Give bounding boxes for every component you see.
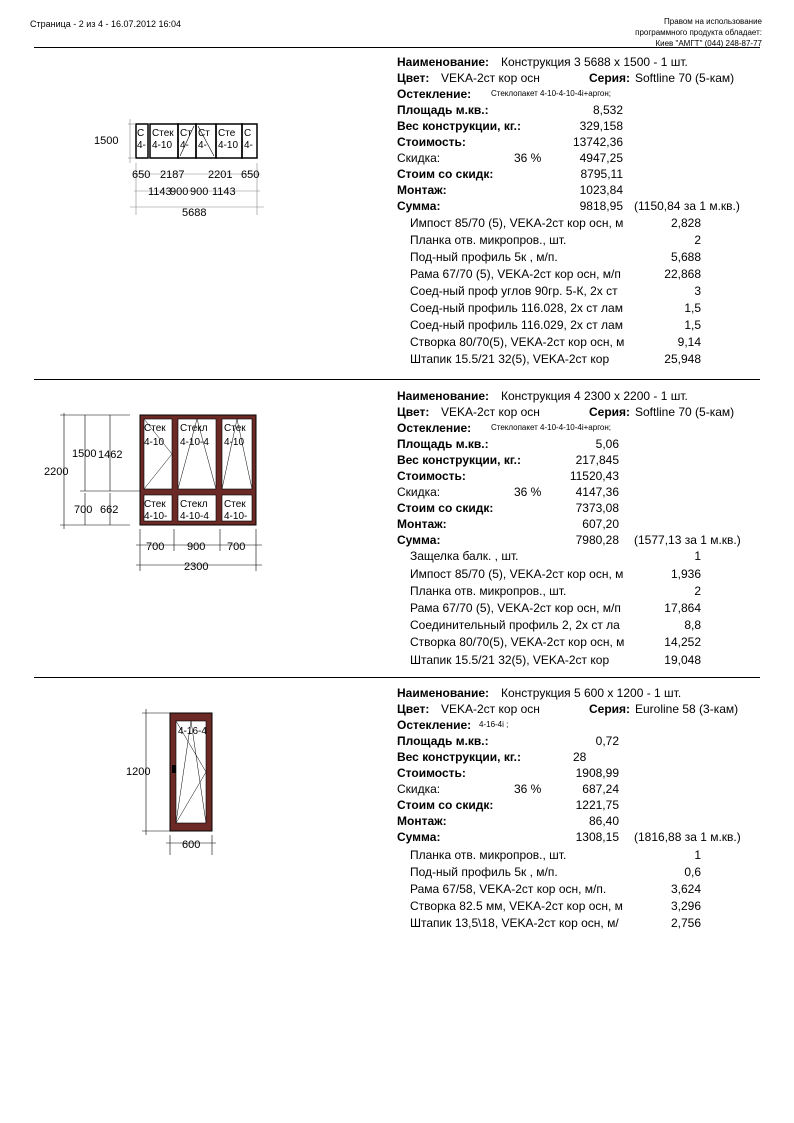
glazing-value: Стеклопакет 4-10-4-10-4i+аргон; (491, 89, 612, 98)
cost-value: 11520,43 (569, 469, 619, 483)
material-name: Штапик 15.5/21 32(5), VEKA-2ст кор (410, 352, 610, 366)
pane-label: Стекл (180, 499, 208, 510)
label-weight: Вес конструкции, кг.: (397, 119, 521, 133)
pane-label: 4- (198, 140, 207, 151)
pane-label: 4- (137, 140, 146, 151)
pane-label: Стек (224, 423, 246, 434)
pane-label: 4-10- (144, 511, 168, 522)
weight-value: 28 (573, 750, 587, 764)
material-qty: 25,948 (664, 352, 701, 366)
total-value: 9818,95 (579, 199, 623, 213)
dim-height: 2200 (44, 466, 69, 478)
material-name: Импост 85/70 (5), VEKA-2ст кор осн, м (410, 567, 624, 581)
dim-height: 1500 (94, 135, 119, 147)
divider (34, 677, 760, 678)
cost-disc-value: 1221,75 (575, 798, 619, 812)
divider (34, 47, 760, 48)
label-area: Площадь м.кв.: (397, 437, 489, 451)
material-qty: 2,756 (670, 916, 701, 930)
pane-label: Стек (152, 128, 174, 139)
dim-label: 1143 (212, 186, 236, 198)
material-qty: 3,296 (670, 899, 701, 913)
label-name: Наименование: (397, 389, 490, 403)
label-discount: Скидка: (397, 151, 441, 165)
material-qty: 9,14 (677, 335, 701, 349)
construction-name: Конструкция 5 600 x 1200 - 1 шт. (501, 686, 682, 700)
label-color: Цвет: (397, 405, 430, 419)
label-install: Монтаж: (397, 517, 447, 531)
discount-pct: 36 % (514, 151, 542, 165)
material-name: Соединительный профиль 2, 2х ст ла (410, 618, 620, 632)
area-value: 8,532 (592, 103, 623, 117)
per-m2: (1816,88 за 1 м.кв.) (634, 830, 741, 844)
pane-label: 4- (180, 140, 189, 151)
material-qty: 1,936 (670, 567, 701, 581)
construction-name: Конструкция 3 5688 x 1500 - 1 шт. (501, 55, 688, 69)
material-name: Соед-ный проф углов 90гр. 5-К, 2х ст (410, 284, 618, 298)
label-series: Серия: (589, 405, 631, 419)
pane-label: Сте (218, 128, 236, 139)
dim-height: 1200 (126, 766, 151, 778)
material-qty: 17,864 (664, 601, 701, 615)
label-color: Цвет: (397, 71, 430, 85)
dim-label: 1500 (72, 448, 97, 460)
label-weight: Вес конструкции, кг.: (397, 453, 521, 467)
label-weight: Вес конструкции, кг.: (397, 750, 521, 764)
pane-label: 4- (244, 140, 253, 151)
material-name: Рама 67/58, VEKA-2ст кор осн, м/п. (410, 882, 607, 896)
pane-label: 4-10 (144, 437, 165, 448)
label-cost: Стоимость: (397, 135, 466, 149)
material-name: Соед-ный профиль 116.028, 2х ст лам (410, 301, 623, 315)
series-value: Softline 70 (5-кам) (635, 71, 735, 85)
label-cost: Стоимость: (397, 766, 466, 780)
material-name: Под-ный профиль 5к , м/п. (410, 250, 558, 264)
material-name: Планка отв. микропров., шт. (410, 848, 567, 862)
material-qty: 19,048 (664, 653, 701, 667)
dim-label: 900 (170, 186, 189, 198)
label-area: Площадь м.кв.: (397, 734, 489, 748)
cost-disc-value: 8795,11 (580, 167, 623, 181)
label-name: Наименование: (397, 686, 490, 700)
material-name: Под-ный профиль 5к , м/п. (410, 865, 558, 879)
dim-label: 1143 (148, 186, 172, 198)
series-value: Softline 70 (5-кам) (635, 405, 735, 419)
dim-label: 650 (241, 169, 260, 181)
dim-label: 700 (227, 541, 246, 553)
install-value: 1023,84 (579, 183, 623, 197)
material-qty: 2 (694, 584, 701, 598)
pane-label: Стек (144, 499, 166, 510)
dim-label: 1462 (98, 449, 123, 461)
pane-label: С (244, 128, 252, 139)
label-discount: Скидка: (397, 782, 441, 796)
weight-value: 217,845 (575, 453, 619, 467)
pane-label: 4-10 (152, 140, 173, 151)
install-value: 607,20 (582, 517, 619, 531)
weight-value: 329,158 (579, 119, 623, 133)
material-name: Створка 80/70(5), VEKA-2ст кор осн, м (410, 335, 625, 349)
glazing-value: Стеклопакет 4-10-4-10-4i+аргон; (491, 423, 612, 432)
material-name: Рама 67/70 (5), VEKA-2ст кор осн, м/п (410, 601, 621, 615)
discount-value: 687,24 (582, 782, 619, 796)
area-value: 5,06 (595, 437, 619, 451)
material-qty: 1 (694, 848, 701, 862)
label-cost-disc: Стоим со скидк: (397, 167, 494, 181)
discount-value: 4947,25 (579, 151, 623, 165)
label-area: Площадь м.кв.: (397, 103, 489, 117)
pane-label: Ст (180, 128, 192, 139)
cost-value: 13742,36 (572, 135, 623, 149)
pane-label: С (137, 128, 145, 139)
per-m2: (1577,13 за 1 м.кв.) (634, 533, 741, 547)
material-qty: 3 (694, 284, 701, 298)
label-total: Сумма: (397, 199, 441, 213)
pane-label: 4-10 (218, 140, 239, 151)
construction-4-drawing (40, 405, 270, 575)
dim-label: 700 (146, 541, 165, 553)
install-value: 86,40 (588, 814, 619, 828)
divider (34, 379, 760, 380)
color-value: VEKA-2ст кор осн (441, 71, 540, 85)
material-name: Штапик 15.5/21 32(5), VEKA-2ст кор (410, 653, 610, 667)
dim-label: 2201 (208, 169, 233, 181)
material-qty: 14,252 (664, 635, 701, 649)
total-value: 1308,15 (575, 830, 619, 844)
pane-label: Ст (198, 128, 210, 139)
cost-disc-value: 7373,08 (575, 501, 619, 515)
material-qty: 2 (694, 233, 701, 247)
label-total: Сумма: (397, 830, 441, 844)
material-name: Штапик 13,5\18, VEKA-2ст кор осн, м/ (410, 916, 619, 930)
pane-label: 4-10-4 (180, 437, 209, 448)
pane-label: 4-16-4 (178, 726, 207, 737)
license-line-1: Правом на использование (664, 17, 762, 26)
pane-label: Стекл (180, 423, 208, 434)
dim-label: 700 (74, 504, 93, 516)
material-qty: 1,5 (684, 301, 701, 315)
label-series: Серия: (589, 71, 631, 85)
label-glazing: Остекление: (397, 87, 472, 101)
dim-width: 2300 (184, 561, 209, 573)
total-value: 7980,28 (575, 533, 619, 547)
material-name: Защелка балк. , шт. (410, 549, 519, 563)
material-qty: 22,868 (664, 267, 701, 281)
material-qty: 2,828 (670, 216, 701, 230)
dim-label: 2187 (160, 169, 185, 181)
label-install: Монтаж: (397, 814, 447, 828)
construction-3-drawing (90, 115, 280, 225)
dim-label: 650 (132, 169, 151, 181)
pane-label: 4-10-4 (180, 511, 209, 522)
dim-label: 662 (100, 504, 119, 516)
dim-width: 5688 (182, 207, 207, 219)
material-qty: 0,6 (684, 865, 701, 879)
color-value: VEKA-2ст кор осн (441, 405, 540, 419)
label-total: Сумма: (397, 533, 441, 547)
material-name: Планка отв. микропров., шт. (410, 584, 567, 598)
pane-label: 4-10- (224, 511, 248, 522)
label-cost-disc: Стоим со скидк: (397, 798, 494, 812)
dim-label: 900 (190, 186, 209, 198)
label-cost: Стоимость: (397, 469, 466, 483)
cost-value: 1908,99 (575, 766, 619, 780)
material-name: Импост 85/70 (5), VEKA-2ст кор осн, м (410, 216, 624, 230)
discount-value: 4147,36 (575, 485, 619, 499)
label-color: Цвет: (397, 702, 430, 716)
pane-label: Стек (144, 423, 166, 434)
glazing-value: 4-16-4i ; (479, 720, 509, 729)
material-name: Соед-ный профиль 116.029, 2х ст лам (410, 318, 623, 332)
discount-pct: 36 % (514, 485, 542, 499)
label-glazing: Остекление: (397, 718, 472, 732)
construction-5-drawing (122, 705, 232, 857)
material-qty: 5,688 (670, 250, 701, 264)
label-series: Серия: (589, 702, 631, 716)
pane-label: 4-10 (224, 437, 245, 448)
label-cost-disc: Стоим со скидк: (397, 501, 494, 515)
discount-pct: 36 % (514, 782, 542, 796)
material-name: Створка 80/70(5), VEKA-2ст кор осн, м (410, 635, 625, 649)
label-name: Наименование: (397, 55, 490, 69)
dim-label: 900 (187, 541, 206, 553)
label-install: Монтаж: (397, 183, 447, 197)
material-name: Планка отв. микропров., шт. (410, 233, 567, 247)
series-value: Euroline 58 (3-кам) (635, 702, 739, 716)
license-line-2: программного продукта обладает: (635, 28, 762, 37)
label-discount: Скидка: (397, 485, 441, 499)
area-value: 0,72 (595, 734, 619, 748)
color-value: VEKA-2ст кор осн (441, 702, 540, 716)
per-m2: (1150,84 за 1 м.кв.) (634, 199, 740, 213)
material-name: Рама 67/70 (5), VEKA-2ст кор осн, м/п (410, 267, 621, 281)
construction-name: Конструкция 4 2300 x 2200 - 1 шт. (501, 389, 688, 403)
label-glazing: Остекление: (397, 421, 472, 435)
material-qty: 8,8 (684, 618, 701, 632)
material-qty: 3,624 (670, 882, 701, 896)
dim-width: 600 (182, 839, 201, 851)
material-name: Створка 82.5 мм, VEKA-2ст кор осн, м (410, 899, 623, 913)
license-info (635, 16, 762, 49)
page-info: Страница - 2 из 4 - 16.07.2012 16:04 (30, 19, 182, 29)
material-qty: 1,5 (684, 318, 701, 332)
material-qty: 1 (694, 549, 701, 563)
license-line-3: Киев "АМГТ" (044) 248-87-77 (655, 39, 762, 48)
pane-label: Стек (224, 499, 246, 510)
